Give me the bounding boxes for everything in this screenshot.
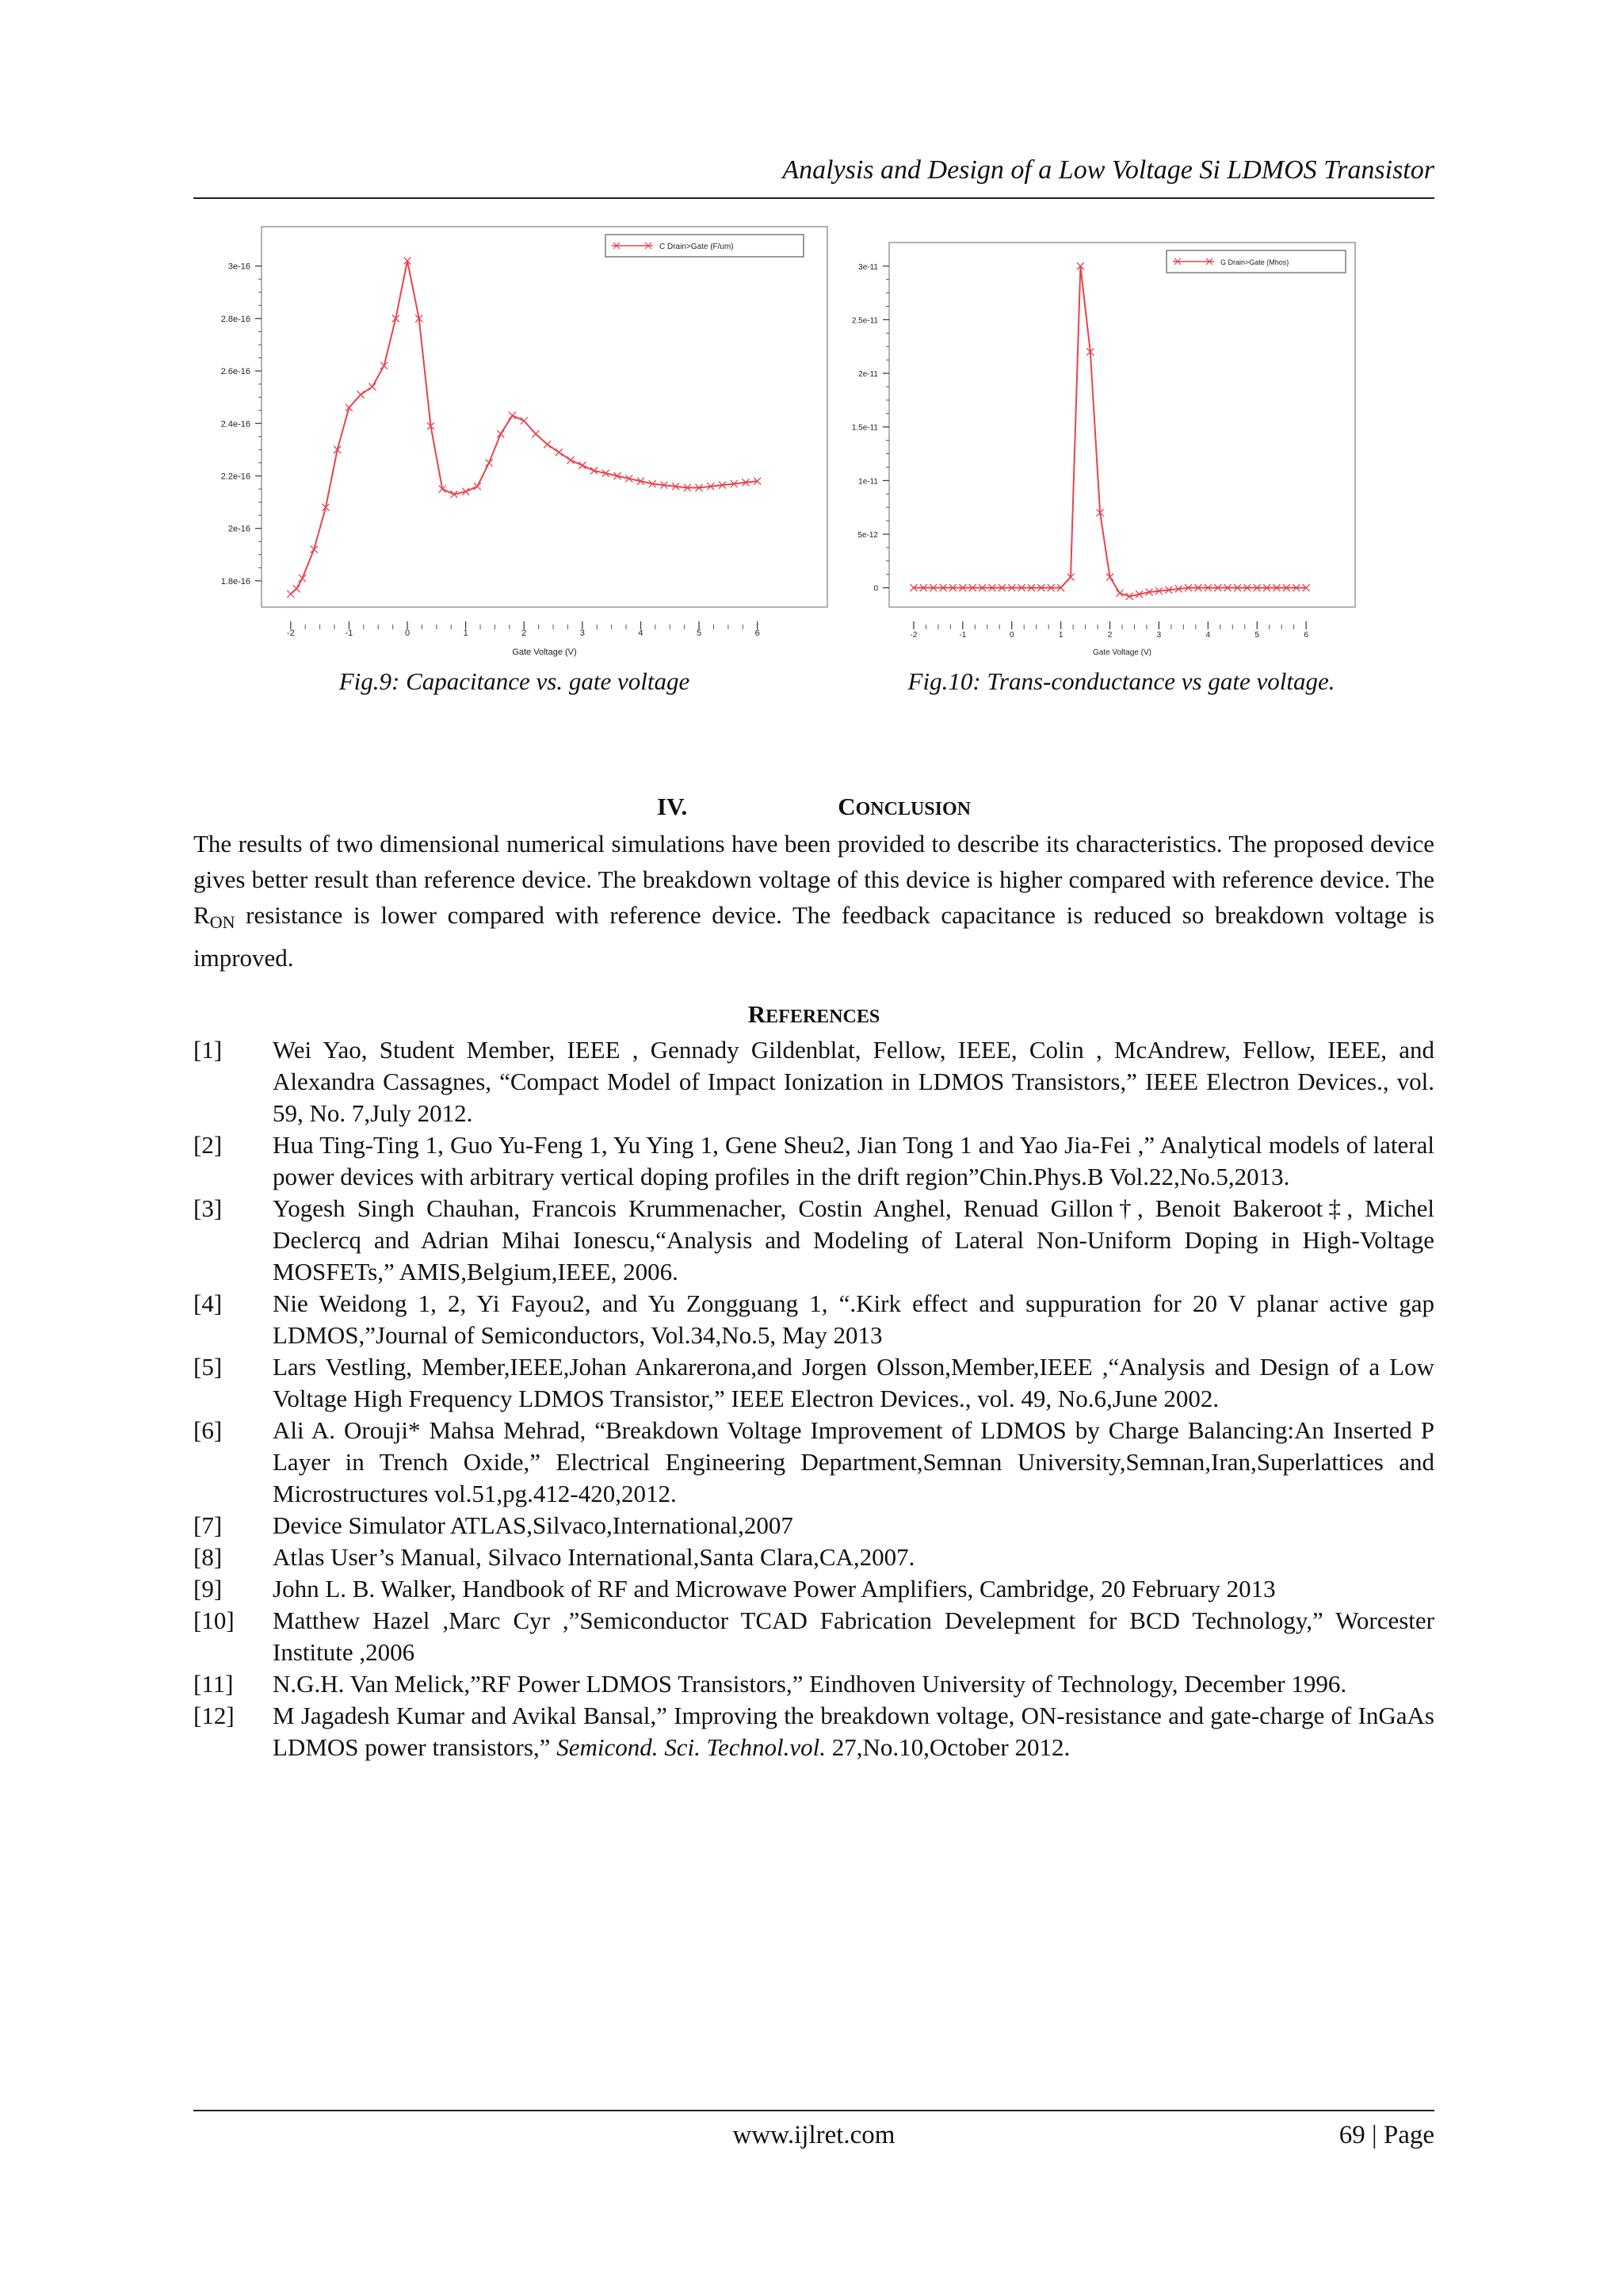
references-list: [193, 1034, 1434, 1763]
capacitance-chart: [193, 220, 835, 669]
y-tick-label: 3e-11: [858, 262, 878, 272]
x-tick-label: -1: [959, 631, 967, 640]
reference-text: Nie Weidong 1, 2, Yi Fayou2, and Yu Zongguang 1, “.Kirk effect and suppuration for 20 V planar active gap LDMOS,”Journal of Semiconductors, Vol.34,No.5, May 2013: [273, 1289, 1434, 1349]
reference-text: Wei Yao, Student Member, IEEE , Gennady Gildenblat, Fellow, IEEE, Colin , McAndrew, Fellow, IEEE, and Alexandra Cassagnes, “Compact Model of Impact Ionization in LDMOS Transistors,” IEEE Electron Devices., vol. 59, No. 7,July 2012.: [273, 1036, 1434, 1127]
reference-item: [193, 1034, 1434, 1129]
reference-item: [193, 1605, 1434, 1668]
footer-page-number: 69 | Page: [1338, 2121, 1434, 2149]
reference-item: [193, 1510, 1434, 1541]
x-tick-label: -2: [910, 631, 918, 640]
conclusion-text-1: The results of two dimensional numerical simulations have been provided to describe its characteristics. The proposed device gives better result than reference device. The breakdown voltage of this device is higher compared with reference device. The R: [193, 830, 1434, 929]
figure-9: [193, 220, 835, 669]
reference-number: [2]: [193, 1131, 223, 1159]
x-tick-label: -2: [286, 628, 295, 638]
y-tick-label: 2.2e-16: [220, 472, 250, 482]
legend: [1167, 250, 1346, 273]
x-tick-label: 0: [1009, 631, 1014, 640]
transconductance-chart: [851, 230, 1363, 667]
reference-number: [8]: [193, 1543, 223, 1571]
reference-number: [5]: [193, 1353, 223, 1381]
y-tick-label: 2.5e-11: [851, 316, 878, 326]
reference-text: Lars Vestling, Member,IEEE,Johan Ankarerona,and Jorgen Olsson,Member,IEEE ,“Analysis and Design of a Low Voltage High Frequency LDMOS Transistor,” IEEE Electron Devices., vol. 49, No.6,June 2002.: [273, 1353, 1434, 1412]
x-tick-label: 5: [696, 628, 702, 638]
figure-9-caption: Fig.9: Capacitance vs. gate voltage: [338, 667, 690, 695]
reference-item: [193, 1129, 1434, 1193]
reference-number: [1]: [193, 1036, 223, 1064]
plot-area: [889, 243, 1355, 607]
reference-text: N.G.H. Van Melick,”RF Power LDMOS Transistors,” Eindhoven University of Technology, December 1996.: [273, 1670, 1347, 1698]
reference-number: [10]: [193, 1606, 235, 1634]
figure-10: [851, 230, 1363, 667]
y-tick-label: 0: [873, 584, 878, 594]
reference-text: Ali A. Orouji* Mahsa Mehrad, “Breakdown Voltage Improvement of LDMOS by Charge Balancing:An Inserted P Layer in Trench Oxide,” Electrical Engineering Department,Semnan University,Semnan,Iran,Superlattices and Microstructures vol.51,pg.412-420,2012.: [273, 1416, 1434, 1507]
reference-item: [193, 1668, 1434, 1700]
reference-text: Hua Ting-Ting 1, Guo Yu-Feng 1, Yu Ying 1, Gene Sheu2, Jian Tong 1 and Yao Jia-Fei ,” Analytical models of lateral power devices with arbitrary vertical doping profiles in the drift region”Chin.Phys.B Vol.22,No.5,2013.: [273, 1131, 1434, 1190]
x-tick-label: 6: [1304, 631, 1308, 640]
legend-label: C Drain>Gate (F/um): [659, 243, 734, 251]
x-tick-label: 3: [1156, 631, 1162, 640]
x-tick-label: 4: [638, 628, 643, 638]
y-tick-label: 1.8e-16: [220, 576, 250, 586]
y-tick-label: 1e-11: [858, 477, 878, 487]
reference-number: [12]: [193, 1702, 235, 1729]
y-tick-label: 2.8e-16: [220, 314, 250, 324]
reference-item: [193, 1700, 1434, 1763]
conclusion-text-2: resistance is lower compared with reference device. The feedback capacitance is reduced so breakdown voltage is improved.: [193, 901, 1434, 972]
legend-label: G Drain>Gate (Mhos): [1220, 258, 1289, 266]
reference-item: [193, 1573, 1434, 1605]
y-tick-label: 2e-16: [227, 524, 250, 534]
reference-text: Yogesh Singh Chauhan, Francois Krummenacher, Costin Anghel, Renuad Gillon†, Benoit Bakeroot‡, Michel Declercq and Adrian Mihai Ionescu,“Analysis and Modeling of Lateral Non-Uniform Doping in High-Voltage MOSFETs,” AMIS,Belgium,IEEE, 2006.: [273, 1194, 1434, 1286]
reference-number: [7]: [193, 1511, 223, 1539]
reference-text: Matthew Hazel ,Marc Cyr ,”Semiconductor TCAD Fabrication Develepment for BCD Technology,” Worcester Institute ,2006: [273, 1606, 1434, 1666]
x-tick-label: 6: [754, 628, 760, 638]
references-heading-rest: EFERENCES: [766, 1007, 880, 1027]
reference-text-part: M Jagadesh Kumar and Avikal Bansal,” Improving the breakdown voltage, ON-resistance and gate-charge of InGaAs LDMOS power transistors,”: [273, 1702, 1434, 1761]
x-tick-label: 1: [463, 628, 468, 638]
reference-number: [3]: [193, 1194, 223, 1222]
x-tick-label: 0: [404, 628, 411, 638]
reference-text: John L. B. Walker, Handbook of RF and Microwave Power Amplifiers, Cambridge, 20 February 2013: [273, 1575, 1276, 1603]
conclusion-paragraph: [193, 826, 1434, 976]
references-heading-initial: R: [747, 1000, 766, 1028]
x-tick-label: 1: [1058, 631, 1064, 640]
x-axis-label: Gate Voltage (V): [1093, 648, 1151, 657]
y-tick-label: 5e-12: [857, 531, 878, 540]
y-tick-label: 2e-11: [858, 370, 878, 380]
x-tick-label: 5: [1254, 631, 1259, 640]
x-axis-label: Gate Voltage (V): [512, 648, 577, 657]
y-tick-label: 2.6e-16: [220, 367, 250, 377]
x-tick-label: 2: [521, 628, 527, 638]
x-tick-label: 3: [579, 628, 585, 638]
figure-10-caption: Fig.10: Trans-conductance vs gate voltage.: [907, 667, 1335, 695]
section-number: IV.: [657, 793, 688, 820]
section-title-initial: C: [838, 793, 856, 820]
footer-rule: [193, 2110, 1434, 2111]
x-tick-label: -1: [345, 628, 353, 638]
reference-number: [11]: [193, 1670, 234, 1698]
reference-number: [6]: [193, 1416, 223, 1444]
reference-item: [193, 1193, 1434, 1288]
reference-item: [193, 1415, 1434, 1510]
conclusion-subscript: ON: [209, 912, 235, 932]
reference-text: Device Simulator ATLAS,Silvaco,International,2007: [273, 1511, 793, 1539]
reference-text: [273, 1700, 1434, 1763]
y-tick-label: 1.5e-11: [851, 423, 878, 433]
journal-name: Semicond. Sci. Technol.vol.: [556, 1733, 826, 1761]
x-tick-label: 2: [1107, 631, 1113, 640]
reference-number: [4]: [193, 1289, 223, 1317]
reference-item: [193, 1288, 1434, 1351]
section-heading: [193, 793, 1434, 821]
reference-item: [193, 1541, 1434, 1573]
y-tick-label: 2.4e-16: [220, 419, 250, 430]
running-header: Analysis and Design of a Low Voltage Si LDMOS Transistor: [782, 155, 1434, 185]
x-tick-label: 4: [1205, 631, 1211, 640]
footer-url: www.ijlret.com: [732, 2121, 896, 2149]
header-rule: [193, 197, 1434, 199]
reference-text-part: 27,No.10,October 2012.: [825, 1733, 1071, 1761]
y-tick-label: 3e-16: [227, 262, 250, 272]
reference-number: [9]: [193, 1575, 223, 1603]
reference-text: Atlas User’s Manual, Silvaco International,Santa Clara,CA,2007.: [273, 1543, 915, 1571]
references-heading: [193, 1000, 1434, 1029]
legend: [605, 235, 804, 257]
reference-item: [193, 1351, 1434, 1415]
section-title-rest: ONCLUSION: [855, 799, 971, 819]
